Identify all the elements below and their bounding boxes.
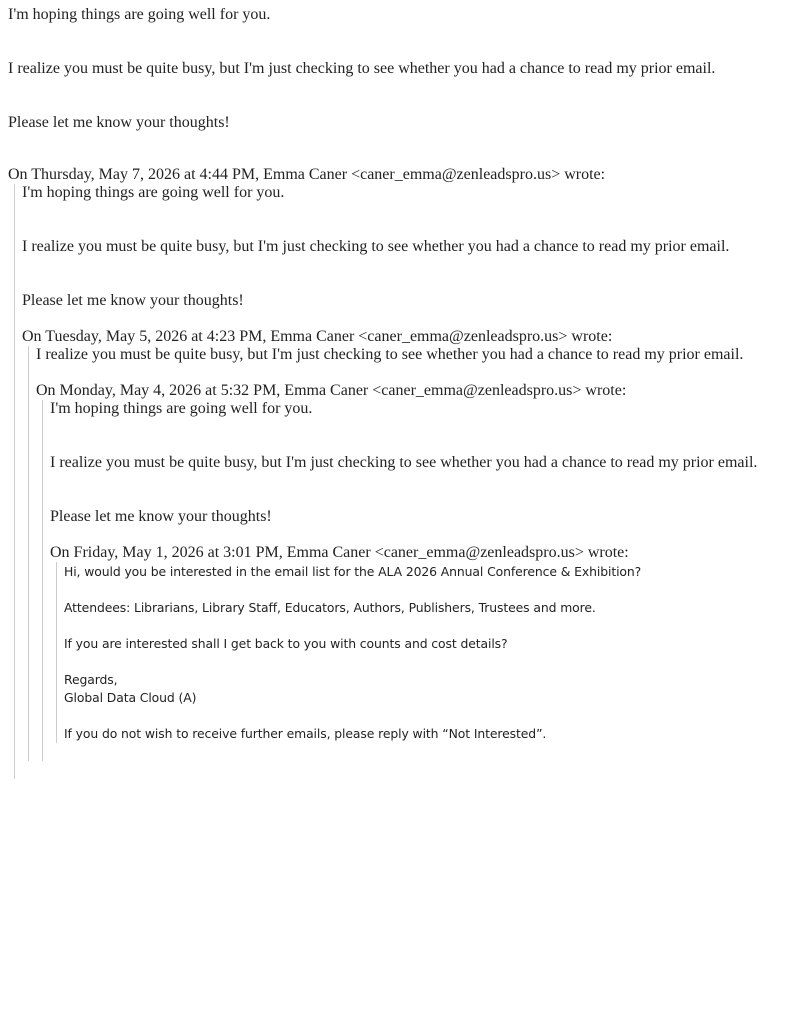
closing-line: Please let me know your thoughts! [50,508,272,525]
question-line: If you are interested shall I get back to you with counts and cost details? [64,636,508,651]
quote-attribution: On Monday, May 4, 2026 at 5:32 PM, Emma Caner <caner_emma@zenleadspro.us> wrote: [36,382,627,399]
original-message [56,562,792,743]
quoted-message [14,184,792,779]
unsubscribe-line: If you do not wish to receive further emails, please reply with “Not Interested”. [64,726,547,741]
closing-line: Please let me know your thoughts! [8,114,230,131]
followup-line: I realize you must be quite busy, but I'm just checking to see whether you had a chance to read my prior email. [50,454,758,471]
attendees-line: Attendees: Librarians, Library Staff, Educators, Authors, Publishers, Trustees and more. [64,600,596,615]
followup-line: I realize you must be quite busy, but I'm just checking to see whether you had a chance to read my prior email. [22,238,730,255]
greeting-line: I'm hoping things are going well for you. [22,184,285,201]
signature-line: Global Data Cloud (A) [64,690,197,705]
greeting-line: I'm hoping things are going well for you. [50,400,313,417]
quote-attribution: On Friday, May 1, 2026 at 3:01 PM, Emma Caner <caner_emma@zenleadspro.us> wrote: [50,544,629,561]
followup-line: I realize you must be quite busy, but I'm just checking to see whether you had a chance to read my prior email. [8,60,716,77]
quote-attribution: On Tuesday, May 5, 2026 at 4:23 PM, Emma Caner <caner_emma@zenleadspro.us> wrote: [22,328,613,345]
offer-line: Hi, would you be interested in the email list for the ALA 2026 Annual Conference & Exhibition? [64,564,642,579]
quoted-message [42,400,792,761]
greeting-line: I'm hoping things are going well for you. [8,6,271,23]
followup-line: I realize you must be quite busy, but I'm just checking to see whether you had a chance to read my prior email. [36,346,744,363]
quoted-message [28,346,792,761]
quote-attribution: On Thursday, May 7, 2026 at 4:44 PM, Emma Caner <caner_emma@zenleadspro.us> wrote: [8,166,606,183]
closing-line: Please let me know your thoughts! [22,292,244,309]
regards-line: Regards, [64,672,118,687]
